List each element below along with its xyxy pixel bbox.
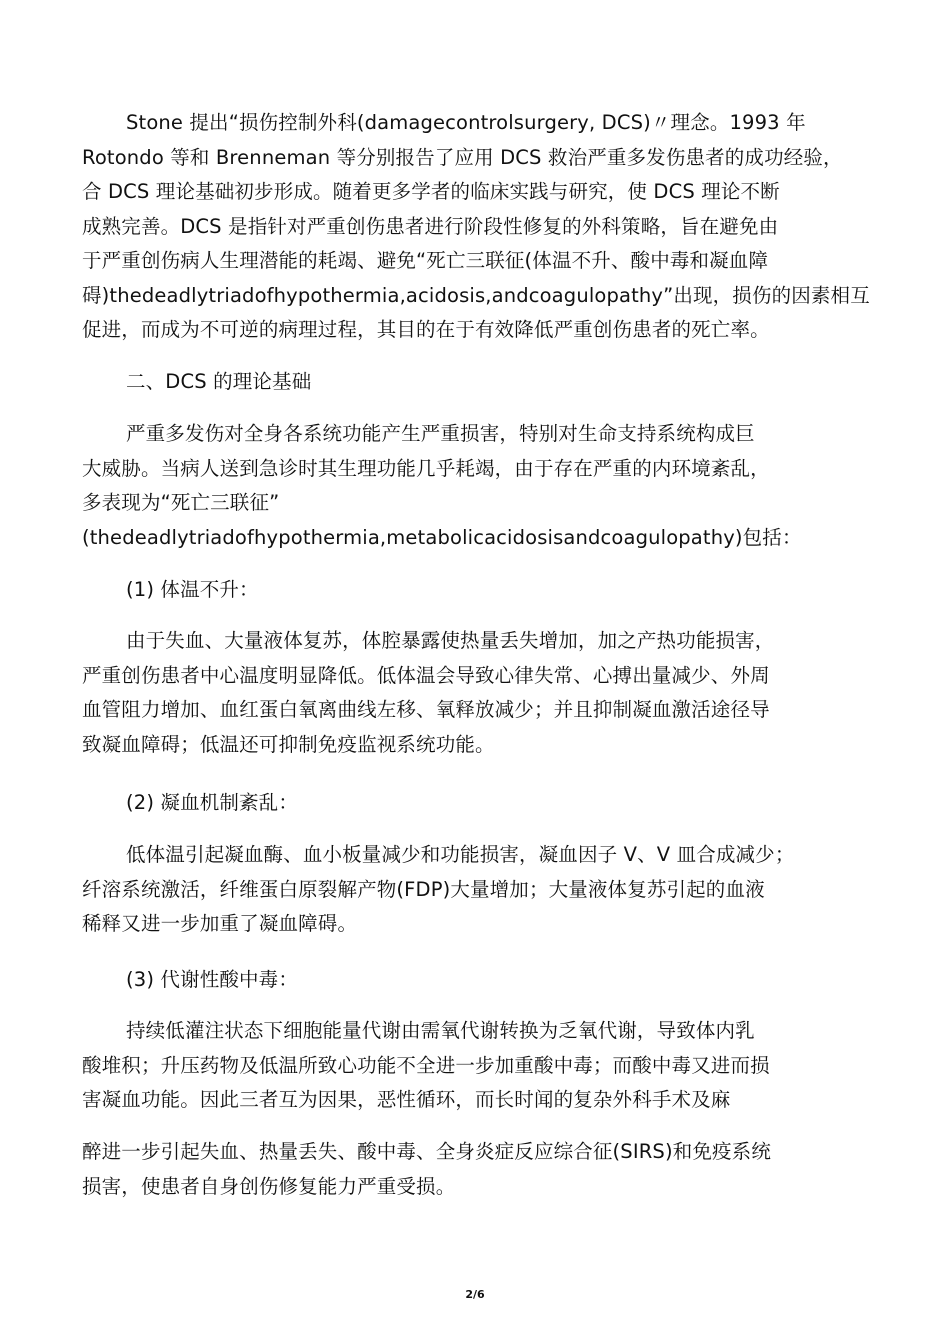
heading-line: (2) 凝血机制紊乱： xyxy=(126,791,298,814)
paragraph-line: 合 DCS 理论基础初步形成。随着更多学者的临床实践与研究，使 DCS 理论不断 xyxy=(82,180,780,203)
paragraph-line: Rotondo 等和 Brenneman 等分别报告了应用 DCS 救治严重多发伤患者的成功经验， xyxy=(82,145,843,169)
paragraph-line: 害凝血功能。因此三者互为因果，恶性循环，而长时闻的复杂外科手术及麻 xyxy=(82,1088,731,1111)
paragraph-line: (thedeadlytriadofhypothermia,metabolicacidosisandcoagulopathy)包括： xyxy=(82,525,802,549)
paragraph-line: Stone 提出“损伤控制外科(damagecontrolsurgery, DCS)〃理念。1993 年 xyxy=(126,111,806,134)
paragraph-line: 致凝血障碍；低温还可抑制免疫监视系统功能。 xyxy=(82,732,495,756)
paragraph-line: 于严重创伤病人生理潜能的耗竭、避免“死亡三联征(体温不升、酸中毒和凝血障 xyxy=(82,249,769,272)
paragraph-line: 稀释又进一步加重了凝血障碍。 xyxy=(82,912,358,935)
paragraph-line: 血管阻力增加、血红蛋白氧离曲线左移、氧释放减少；并且抑制凝血激活途径导 xyxy=(82,698,770,721)
paragraph-hypothermia xyxy=(82,624,872,762)
paragraph-acidosis xyxy=(82,1014,872,1118)
paragraph-line: 严重多发伤对全身各系统功能产生严重损害，特别对生命支持系统构成巨 xyxy=(126,422,755,445)
heading-line: (3) 代谢性酸中毒： xyxy=(126,968,298,991)
subheading-acidosis xyxy=(82,963,872,998)
paragraph-line: 碍)thedeadlytriadofhypothermia,acidosis,andcoagulopathy”出现，损伤的因素相互 xyxy=(82,283,870,307)
paragraph-theory xyxy=(82,417,872,555)
paragraph-line: 由于失血、大量液体复苏，体腔暴露使热量丢失增加，加之产热功能损害， xyxy=(126,629,775,652)
page-number: 2/6 xyxy=(465,1288,485,1301)
subheading-hypothermia xyxy=(82,573,872,608)
paragraph-line: 大威胁。当病人送到急诊时其生理功能几乎耗竭，由于存在严重的内环境紊乱， xyxy=(82,456,770,480)
paragraph-acidosis-continued xyxy=(82,1135,872,1204)
paragraph-line: 低体温引起凝血酶、血小板量减少和功能损害，凝血因子 V、V 皿合成减少； xyxy=(126,843,795,866)
paragraph-line: 损害，使患者自身创伤修复能力严重受损。 xyxy=(82,1174,456,1198)
heading-line: 二、DCS 的理论基础 xyxy=(126,370,312,393)
paragraph-line: 酸堆积；升压药物及低温所致心功能不全进一步加重酸中毒；而酸中毒又进而损 xyxy=(82,1053,770,1077)
paragraph-line: 成熟完善。DCS 是指针对严重创伤患者进行阶段性修复的外科策略，旨在避免由 xyxy=(82,214,779,238)
paragraph-line: 促进，而成为不可逆的病理过程，其目的在于有效降低严重创伤患者的死亡率。 xyxy=(82,318,770,341)
section-heading xyxy=(82,365,872,400)
paragraph-line: 严重创伤患者中心温度明显降低。低体温会导致心律失常、心搏出量减少、外周 xyxy=(82,663,770,687)
heading-line: (1) 体温不升： xyxy=(126,578,259,601)
paragraph-line: 纤溶系统激活，纤维蛋白原裂解产物(FDP)大量增加；大量液体复苏引起的血液 xyxy=(82,877,765,901)
paragraph-line: 持续低灌注状态下细胞能量代谢由需氧代谢转换为乏氧代谢，导致体内乳 xyxy=(126,1019,755,1042)
paragraph-coagulopathy xyxy=(82,838,872,942)
paragraph-line: 醉进一步引起失血、热量丢失、酸中毒、全身炎症反应综合征(SIRS)和免疫系统 xyxy=(82,1140,771,1163)
paragraph-dcs-history xyxy=(82,106,872,348)
subheading-coagulopathy xyxy=(82,786,872,821)
paragraph-line: 多表现为“死亡三联征” xyxy=(82,491,280,514)
